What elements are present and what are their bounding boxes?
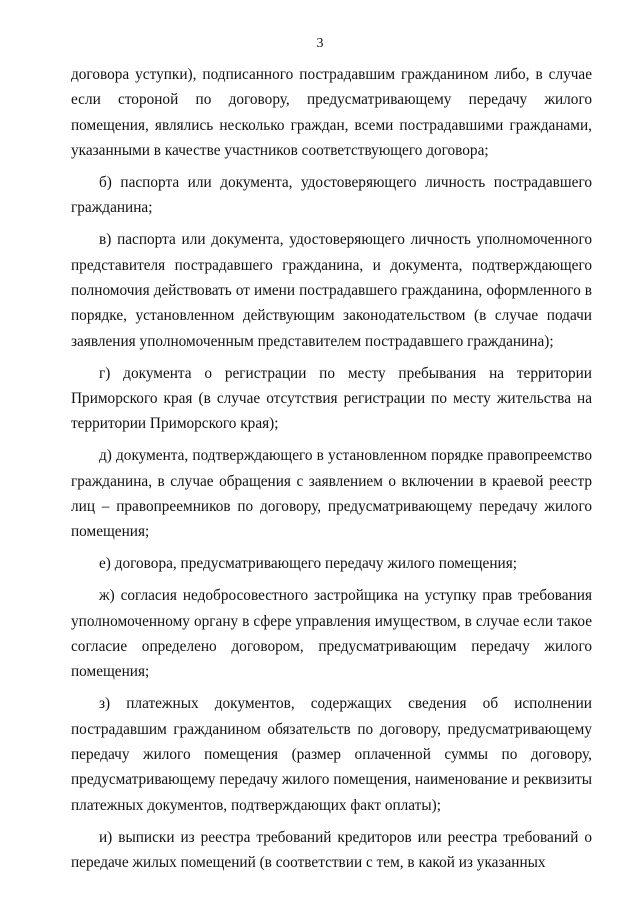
paragraph-item-zh: ж) согласия недобросовестного застройщика на уступку прав требования уполномоченному органу в сфере управления имуществом, в случае если такое согласие определено договором, предусматривающим передачу жилого помещения; — [71, 587, 592, 681]
paragraph-item-v: в) паспорта или документа, удостоверяющего личность уполномоченного представителя пострадавшего гражданина, и документа, подтверждающего полномочия действовать от имени пострадавшего гражданина, оформленного в порядке, установленном действующим законодательством (в случае подачи заявления уполномоченным представителем пострадавшего гражданина); — [71, 231, 592, 350]
paragraph-item-i: и) выписки из реестра требований кредиторов или реестра требований о передаче жилых помещений (в соответствии с тем, в какой из указанных — [71, 828, 592, 871]
paragraph-item-d: д) документа, подтверждающего в установленном порядке правопреемство гражданина, в случае обращения с заявлением о включении в краевой реестр лиц – правопреемников по договору, предусматривающему передачу жилого помещения; — [71, 447, 592, 541]
paragraph-item-z: з) платежных документов, содержащих сведения об исполнении пострадавшим гражданином обязательств по договору, предусматривающему передачу жилого помещения (размер оплаченной суммы по договору, предусматривающему передачу жилого помещения, наименование и реквизиты платежных документов, подтверждающих факт оплаты); — [71, 695, 592, 814]
paragraph-item-e: е) договора, предусматривающего передачу жилого помещения; — [99, 555, 518, 573]
document-body — [71, 62, 592, 882]
page-number: 3 — [316, 36, 324, 51]
paragraph-item-g: г) документа о регистрации по месту пребывания на территории Приморского края (в случае отсутствия регистрации по месту жительства на территории Приморского края); — [71, 364, 592, 433]
paragraph-continuation: договора уступки), подписанного пострадавшим гражданином либо, в случае если стороной по договору, предусматривающему передачу жилого помещения, являлись несколько граждан, всеми пострадавшими гражданами, указанными в качестве участников соответствующего договора; — [71, 66, 592, 159]
paragraph-item-b: б) паспорта или документа, удостоверяющего личность пострадавшего гражданина; — [71, 173, 592, 217]
